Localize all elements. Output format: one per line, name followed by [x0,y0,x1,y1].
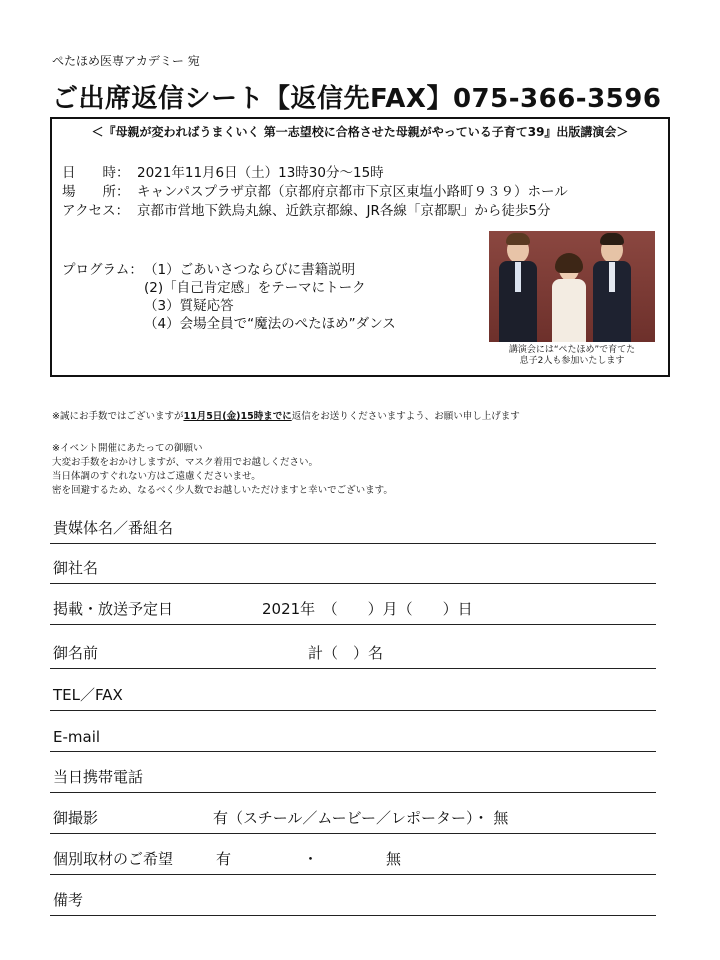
interview-separator: ・ [303,850,319,868]
email-field[interactable] [50,712,656,752]
note-text: 返信をお送りくださいますよう、お願い申し上げます [291,411,520,422]
company-label: 御社名 [53,559,99,577]
attendee-count: 計（ ）名 [308,644,384,662]
program-label: プログラム： [62,262,143,278]
event-venue-row [62,180,568,200]
event-date-row [62,161,384,181]
photography-options[interactable]: 有（スチール／ムービー／レポーター）・ 無 [213,809,509,827]
publish-date-label: 掲載・放送予定日 [53,600,174,618]
company-field[interactable] [50,545,656,584]
interview-no-option[interactable]: 無 [386,850,402,868]
event-venue-label: 場 所： [62,184,130,200]
covid-note-line: 大変お手数をおかけしますが、マスク着用でお越しください。 [52,457,319,468]
program-item: （1）ごあいさつならびに書籍説明 [144,262,356,278]
event-access-label: アクセス： [62,203,130,219]
photo-caption-line: 息子2人も参加いたします [519,356,625,366]
event-title: ＜『母親が変わればうまくいく 第一志望校に合格させた母親がやっている子育て39』出版講演会＞ [91,125,629,139]
tel-fax-label: TEL／FAX [53,686,123,704]
event-date-label: 日 時： [62,165,130,181]
event-date: 2021年11月6日（土）13時30分～15時 [137,165,384,181]
photography-field[interactable] [50,794,656,834]
tel-fax-field[interactable] [50,670,656,711]
event-venue: キャンパスプラザ京都（京都府京都市下京区東塩小路町９３９）ホール [137,184,568,200]
remarks-label: 備考 [53,891,84,909]
mobile-phone-label: 当日携帯電話 [53,768,144,786]
addressee: ぺたほめ医専アカデミー 宛 [52,54,200,68]
attendee-name-field[interactable] [50,626,656,669]
interview-yes-option[interactable]: 有 [216,850,232,868]
event-access: 京都市営地下鉄烏丸線、近鉄京都線、JR各線「京都駅」から徒歩5分 [137,203,551,219]
remarks-field[interactable] [50,876,656,916]
media-name-label: 貴媒体名／番組名 [53,519,174,537]
interview-label: 個別取材のご希望 [53,850,174,868]
photography-label: 御撮影 [53,809,99,827]
photo-caption-line: 講演会には“ぺたほめ”で育てた [508,345,636,355]
program-item: （4）会場全員で“魔法のぺたほめ”ダンス [144,316,396,332]
mobile-phone-field[interactable] [50,753,656,793]
covid-note-line: 密を回避するため、なるべく少人数でお越しいただけますと幸いでございます。 [52,485,393,496]
covid-note-line: 当日体調のすぐれない方はご遠慮くださいませ。 [52,471,261,482]
publish-date-value: 2021年 （ ）月（ ）日 [262,600,473,618]
speakers-photo [489,231,655,342]
photo-caption [489,345,655,367]
email-label: E-mail [53,728,101,746]
publish-date-field[interactable] [50,586,656,625]
event-info-box [50,117,670,377]
program-item: (2)「自己肯定感」をテーマにトーク [144,280,366,296]
deadline: 11月5日(金)15時までに [183,411,292,422]
page-title: ご出席返信シート【返信先FAX】075-366-3596 [52,84,662,114]
reply-deadline-note [52,408,520,422]
program-item: （3）質疑応答 [144,298,234,314]
covid-note-heading: ※イベント開催にあたっての御願い [52,443,203,454]
interview-field[interactable] [50,835,656,875]
note-text: ※誠にお手数ではございますが [52,411,184,422]
attendee-name-label: 御名前 [53,644,99,662]
event-access-row [62,199,550,219]
media-name-field[interactable] [50,505,656,544]
